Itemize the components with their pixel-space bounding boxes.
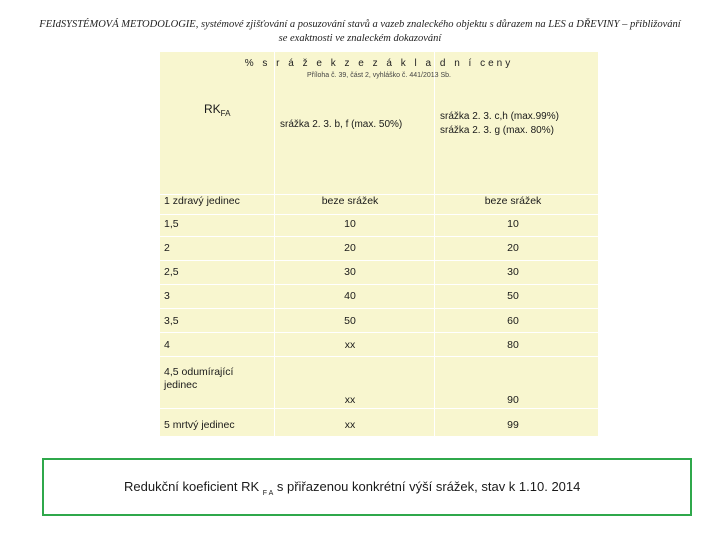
row-value-col1: 20	[344, 242, 356, 254]
row-label: 4,5 odumírající jedinec	[164, 366, 234, 391]
row-value-col1: 50	[344, 315, 356, 327]
row-value-col1: 30	[344, 266, 356, 278]
row-label: 1,5	[164, 218, 179, 230]
header-line-1: FEIdSYSTÉMOVÁ METODOLOGIE, systémové zjišťování a posuzování stavů a vazeb znaleckého objektu s důrazem na LES a DŘEVINY – přibližování	[39, 19, 681, 30]
row-label: 4	[164, 339, 170, 351]
row-value-col1: 10	[344, 218, 356, 230]
row-label: 2	[164, 242, 170, 254]
row-label: 2,5	[164, 266, 179, 278]
row-value-col2: 90	[507, 394, 519, 406]
row-value-col2: 99	[507, 419, 519, 431]
row-value-col2: 50	[507, 290, 519, 302]
row-value-col2: 10	[507, 218, 519, 230]
rk-label: $RK_{FA}$	[204, 102, 231, 118]
row-value-col1: beze srážek	[321, 195, 379, 207]
row-value-col1: xx	[344, 394, 356, 406]
deduction-table	[160, 52, 598, 436]
page-header	[10, 18, 710, 46]
row-value-col1: 40	[344, 290, 356, 302]
col1-header: srážka 2. 3. b, f (max. 50%)	[280, 119, 403, 130]
row-label: 3	[164, 290, 170, 302]
row-value-col1: xx	[344, 419, 356, 431]
table-subtitle: Příloha č. 39, část 2, vyhláško č. 441/2013 Sb.	[307, 72, 451, 79]
row-value-col2: 30	[507, 266, 519, 278]
note-text: Redukční koeficient RK $_{F A}$ s přiřazenou konkrétní výší srážek, stav k 1.10. 2014	[124, 479, 581, 497]
row-value-col2: 20	[507, 242, 519, 254]
row-label: 5 mrtvý jedinec	[164, 419, 235, 431]
row-value-col2: 80	[507, 339, 519, 351]
row-value-col1: xx	[344, 339, 356, 351]
row-label: 1 zdravý jedinec	[164, 195, 240, 207]
table-title: % s r á ž e k z e z á k l a d n í ceny	[244, 58, 514, 69]
row-value-col2: 60	[507, 315, 519, 327]
header-line-2: se exaktnosti ve znaleckém dokazování	[278, 33, 442, 44]
row-label: 3,5	[164, 315, 179, 327]
note-box	[42, 458, 692, 516]
row-value-col2: beze srážek	[484, 195, 542, 207]
col2-header: srážka 2. 3. c,h (max.99%) srážka 2. 3. g (max. 80%)	[440, 111, 559, 136]
